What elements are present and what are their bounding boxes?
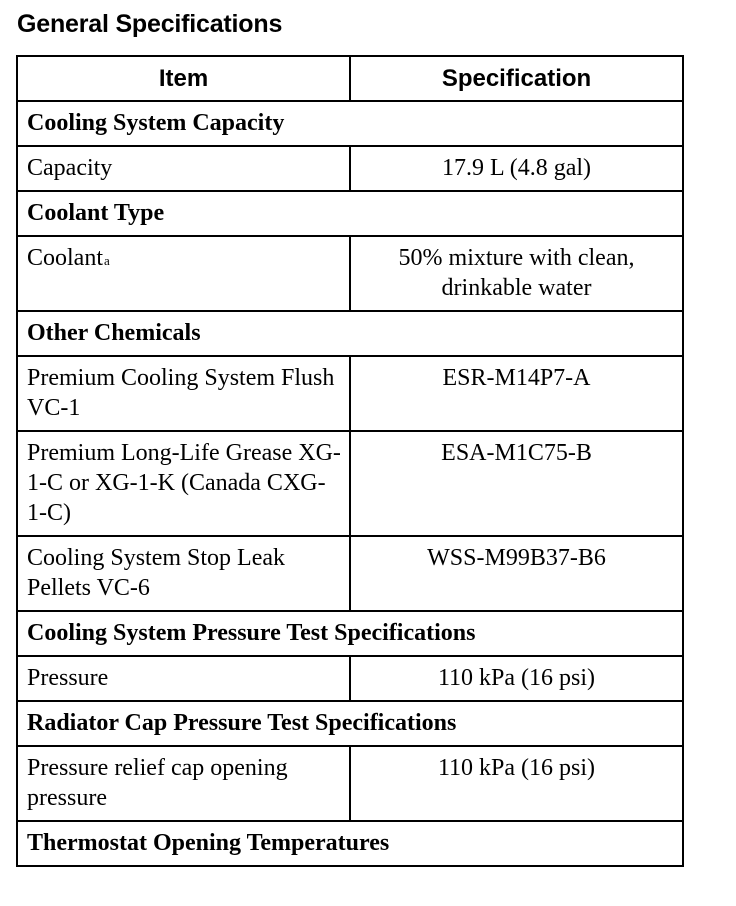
- section-row-other-chemicals: [17, 311, 683, 356]
- table-row: [17, 431, 683, 536]
- specification-cell: ESA-M1C75-B: [350, 431, 683, 536]
- column-header-item: Item: [17, 56, 350, 101]
- section-heading: Radiator Cap Pressure Test Specifications: [17, 701, 683, 746]
- page-title: General Specifications: [17, 10, 283, 38]
- footnote-marker: a: [104, 253, 110, 268]
- table-row: [17, 746, 683, 821]
- table-row: [17, 236, 683, 311]
- specification-cell: ESR-M14P7-A: [350, 356, 683, 431]
- section-row-radiator-cap-pressure-test: [17, 701, 683, 746]
- table-row: [17, 656, 683, 701]
- item-cell: Cooling System Stop Leak Pellets VC-6: [17, 536, 350, 611]
- section-row-cooling-system-pressure-test: [17, 611, 683, 656]
- table-row: [17, 146, 683, 191]
- item-cell: [17, 236, 350, 311]
- section-heading: Cooling System Pressure Test Specifications: [17, 611, 683, 656]
- section-row-cooling-system-capacity: [17, 101, 683, 146]
- specification-cell: 17.9 L (4.8 gal): [350, 146, 683, 191]
- item-cell: Pressure relief cap opening pressure: [17, 746, 350, 821]
- specification-cell: 110 kPa (16 psi): [350, 746, 683, 821]
- item-label: Coolant: [27, 245, 103, 271]
- item-cell: Premium Cooling System Flush VC-1: [17, 356, 350, 431]
- specification-cell: 50% mixture with clean, drinkable water: [350, 236, 683, 311]
- table-row: [17, 536, 683, 611]
- section-heading: Other Chemicals: [17, 311, 683, 356]
- section-heading: Cooling System Capacity: [17, 101, 683, 146]
- specification-cell: 110 kPa (16 psi): [350, 656, 683, 701]
- section-row-coolant-type: [17, 191, 683, 236]
- section-row-thermostat-opening-temperatures: [17, 821, 683, 866]
- item-cell: Pressure: [17, 656, 350, 701]
- specification-cell: WSS-M99B37-B6: [350, 536, 683, 611]
- table-header-row: [17, 56, 683, 101]
- column-header-specification: Specification: [350, 56, 683, 101]
- table-row: [17, 356, 683, 431]
- item-cell: Premium Long-Life Grease XG-1-C or XG-1-K (Canada CXG-1-C): [17, 431, 350, 536]
- section-heading: Coolant Type: [17, 191, 683, 236]
- item-cell: Capacity: [17, 146, 350, 191]
- specifications-table: [16, 55, 684, 867]
- section-heading: Thermostat Opening Temperatures: [17, 821, 683, 866]
